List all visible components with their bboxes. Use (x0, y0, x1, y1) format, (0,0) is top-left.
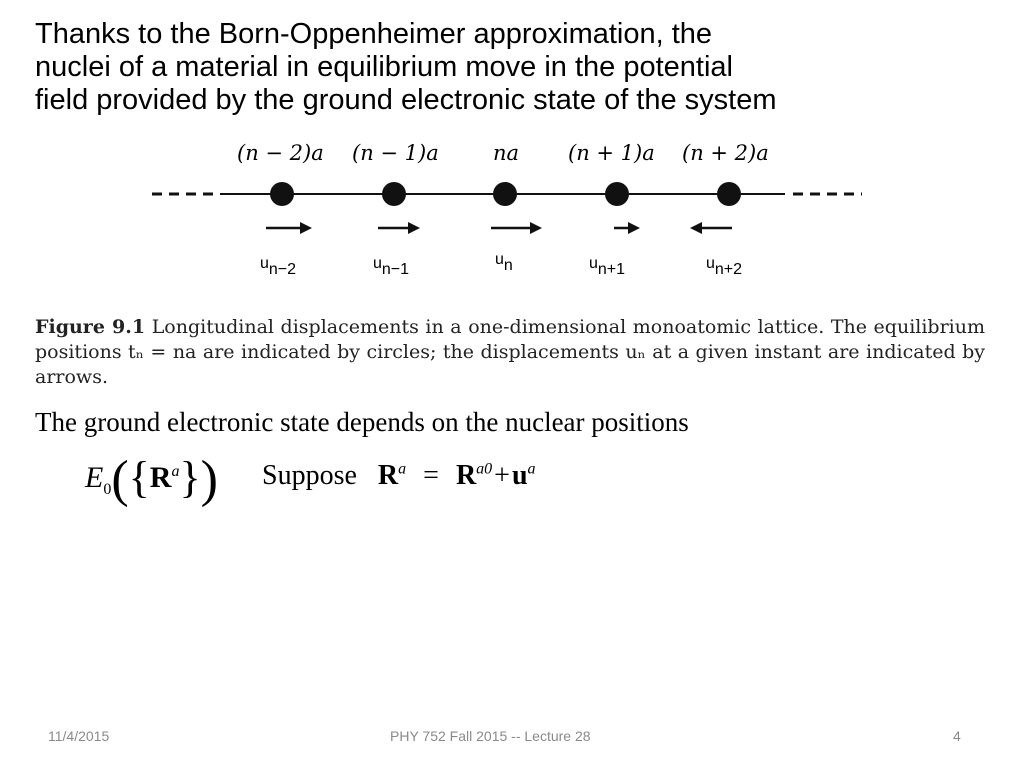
displacement-label: un−2 (260, 255, 297, 278)
displacement-arrow (266, 222, 312, 234)
brace-close: } (179, 453, 201, 502)
displacement-arrow (614, 222, 640, 234)
equals-sign: = (423, 460, 439, 491)
energy-equation (85, 452, 218, 512)
rhs-vector-2: u (511, 460, 528, 491)
position-label: (n − 1)a (352, 141, 439, 165)
displacement-label: un−1 (373, 255, 410, 278)
suppose-equation (262, 460, 536, 492)
displacement-arrow (491, 222, 542, 234)
energy-subscript: 0 (103, 481, 112, 498)
body-text: The ground electronic state depends on the nuclear positions (35, 407, 689, 437)
position-label: na (493, 141, 520, 165)
position-label: (n − 2)a (237, 141, 324, 165)
title-line-2: nuclei of a material in equilibrium move in the potential (35, 51, 733, 83)
title-line-1: Thanks to the Born-Oppenheimer approximation, the (35, 18, 713, 50)
atom-circle (717, 182, 741, 206)
atom-circle (493, 182, 517, 206)
paren-open: ( (111, 451, 129, 508)
rhs-superscript-2: a (527, 460, 536, 478)
figure-caption-text: Longitudinal displacements in a one-dimensional monoatomic lattice. The equilibrium positions tₙ = na are indicated by circles; the displacements uₙ at a given instant are indicated by arrows. (35, 316, 985, 388)
footer-date: 11/4/2015 (48, 728, 110, 744)
atom-circle (605, 182, 629, 206)
displacement-label: un+2 (706, 255, 743, 278)
displacement-label: un (495, 251, 513, 274)
energy-symbol: E (85, 461, 104, 494)
displacement-label: un+1 (589, 255, 626, 278)
footer-course: PHY 752 Fall 2015 -- Lecture 28 (390, 728, 591, 744)
footer-page-number: 4 (953, 728, 961, 744)
position-label: (n + 1)a (568, 141, 655, 165)
atom-circle (382, 182, 406, 206)
displacement-arrow (690, 222, 732, 234)
displacement-arrow (378, 222, 420, 234)
lhs-superscript: a (398, 460, 407, 478)
position-label: (n + 2)a (682, 141, 769, 165)
plus-sign: + (494, 460, 510, 491)
rhs-superscript-1: a0 (476, 460, 493, 478)
position-vector: R (149, 461, 172, 494)
paren-close: ) (200, 451, 218, 508)
atom-circle (270, 182, 294, 206)
lhs-vector: R (377, 460, 399, 491)
slide-title (35, 18, 995, 117)
figure-label: Figure 9.1 (35, 316, 146, 338)
figure-caption (35, 315, 985, 390)
position-superscript: a (171, 463, 180, 480)
suppose-word: Suppose (262, 460, 357, 491)
lattice-figure (0, 136, 1024, 286)
brace-open: { (128, 453, 150, 502)
rhs-vector-1: R (455, 460, 477, 491)
title-line-3: field provided by the ground electronic state of the system (35, 84, 777, 116)
